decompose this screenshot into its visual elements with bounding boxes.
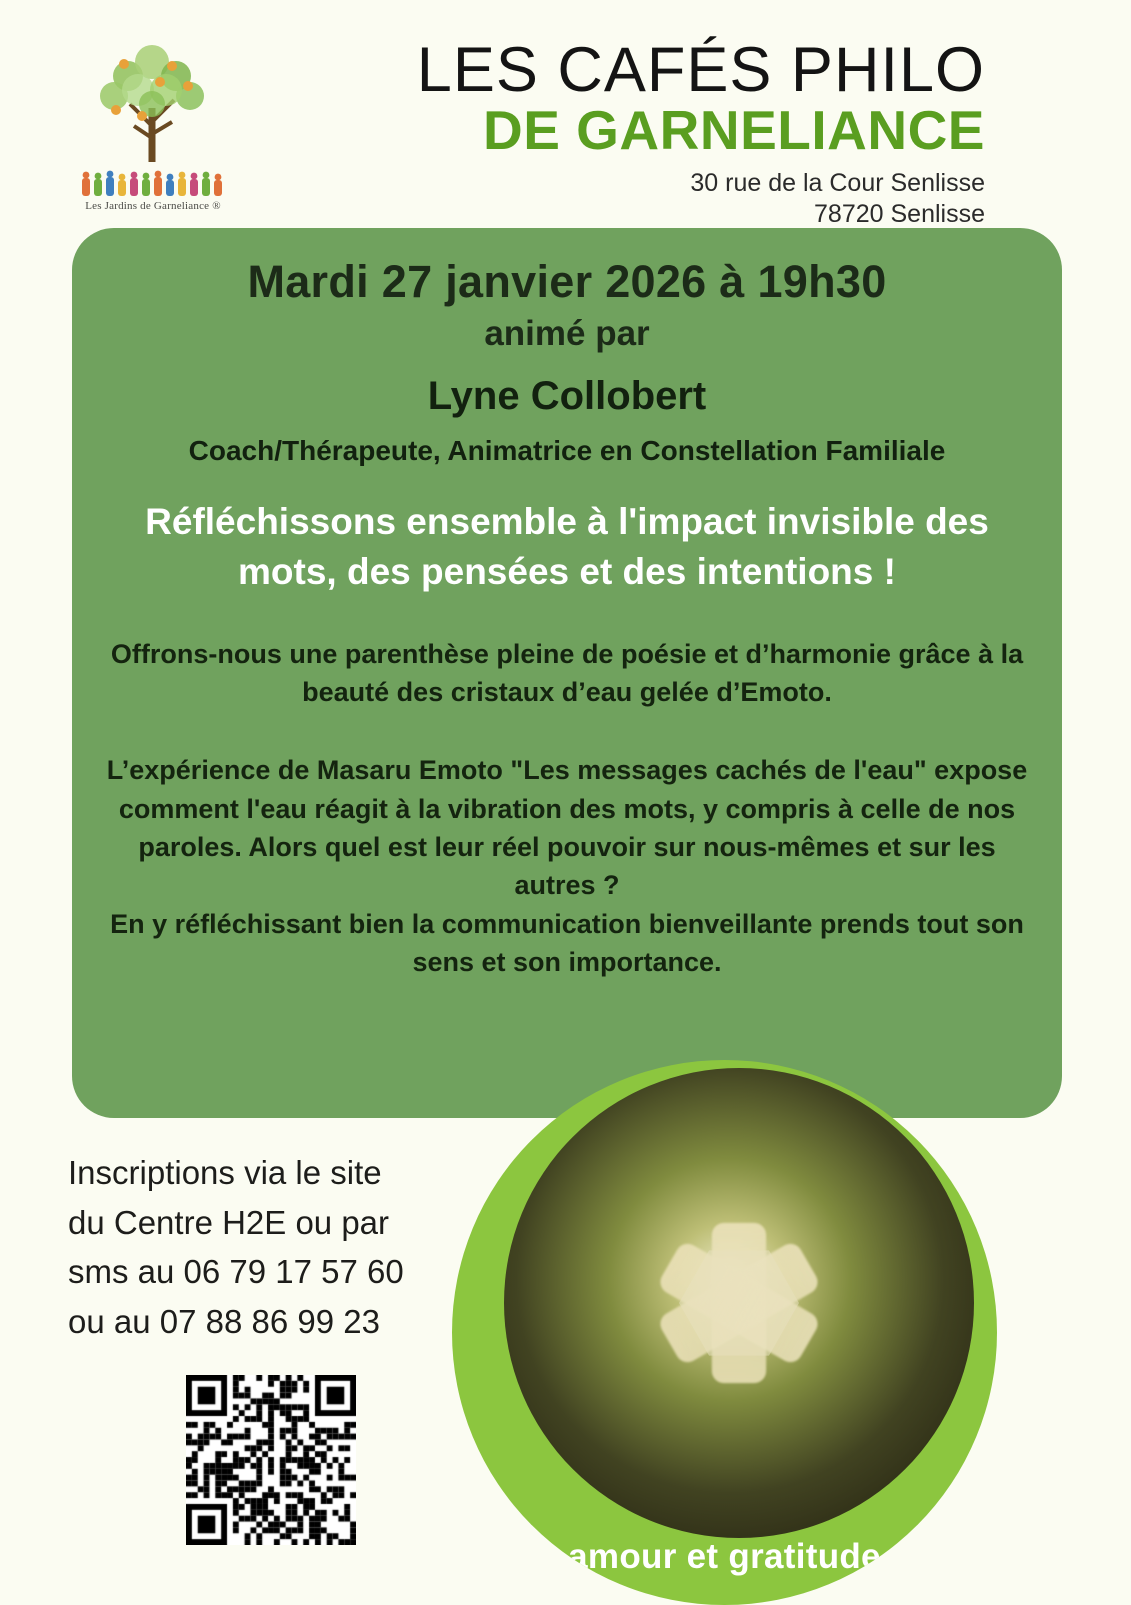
poster-title-line2: DE GARNELIANCE bbox=[482, 99, 985, 162]
photo-caption: amour et gratitude bbox=[568, 1537, 881, 1576]
water-crystal-photo bbox=[504, 1068, 974, 1538]
poster-title-line1: LES CAFÉS PHILO bbox=[416, 35, 985, 105]
snowflake-icon bbox=[574, 1138, 904, 1468]
event-date: Mardi 27 janvier 2026 à 19h30 bbox=[247, 256, 887, 307]
contact-line-1: Inscriptions via le site bbox=[68, 1154, 382, 1191]
logo bbox=[62, 30, 244, 225]
address-line-1: 30 rue de la Cour Senlisse bbox=[690, 169, 985, 197]
contact-line-4: ou au 07 88 86 99 23 bbox=[68, 1302, 380, 1340]
registration-info bbox=[68, 1148, 488, 1346]
speaker-role: Coach/Thérapeute, Animatrice en Constellation Familiale bbox=[188, 434, 946, 466]
hosted-by-label: animé par bbox=[484, 313, 650, 353]
speaker-name: Lyne Collobert bbox=[427, 373, 707, 418]
crystal-photo-circle bbox=[452, 1060, 997, 1605]
event-headline: Réfléchissons ensemble à l'impact invisible des mots, des pensées et des intentions ! bbox=[145, 500, 989, 592]
qr-code[interactable] bbox=[186, 1375, 356, 1545]
contact-line-2: du Centre H2E ou par bbox=[68, 1203, 390, 1241]
contact-line-3: sms au 06 79 17 57 60 bbox=[68, 1253, 404, 1290]
event-paragraph-2: L’expérience de Masaru Emoto "Les messages cachés de l'eau" expose comment l'eau réagit à la vibration des mots, y compris à celle de nos paroles. Alors quel est leur réel pouvoir sur nous-mêmes et sur les autres ? bbox=[106, 755, 1028, 901]
poster-header bbox=[0, 0, 1131, 232]
title-block bbox=[255, 35, 985, 231]
event-paragraph-3: En y réfléchissant bien la communication bienveillante prends tout son sens et son importance. bbox=[110, 908, 1024, 977]
event-paragraph-1: Offrons-nous une parenthèse pleine de poésie et d’harmonie grâce à la beauté des cristaux d’eau gelée d’Emoto. bbox=[110, 638, 1024, 707]
people-row-icon bbox=[78, 170, 228, 196]
logo-caption: Les Jardins de Garneliance ® bbox=[85, 200, 221, 212]
event-panel bbox=[72, 228, 1062, 1118]
address-line-2: 78720 Senlisse bbox=[814, 200, 985, 229]
tree-logo-icon bbox=[68, 30, 238, 170]
